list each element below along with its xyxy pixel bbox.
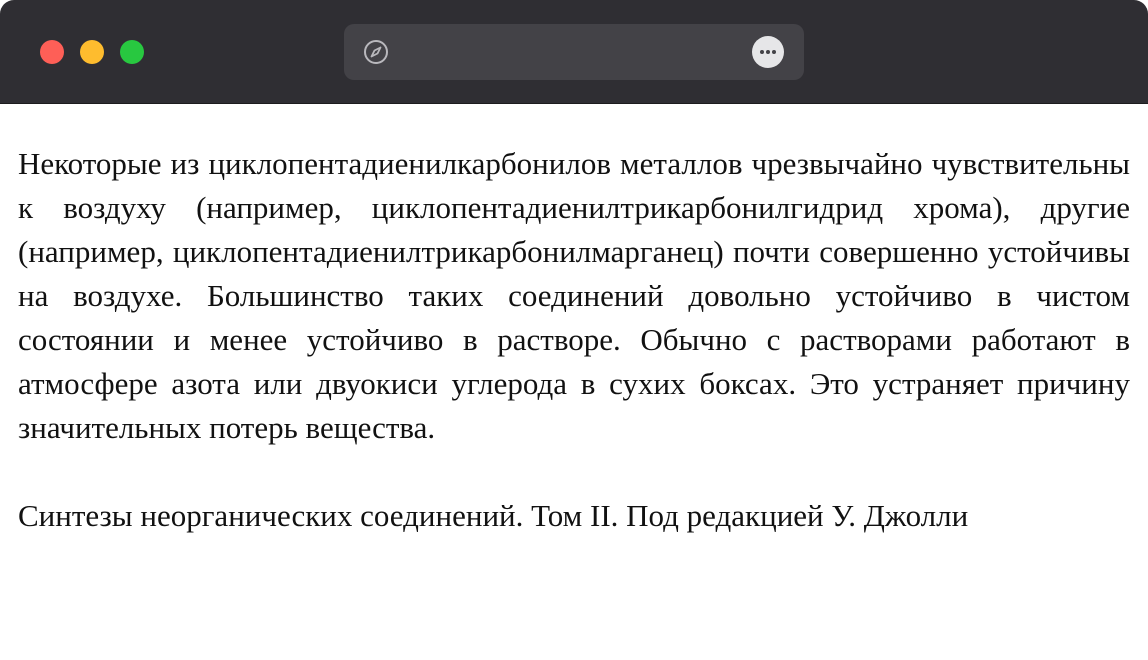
source-citation: Синтезы неорганических соединений. Том II. Под редакцией У. Джолли [18,498,969,533]
more-options-button[interactable] [752,36,784,68]
close-window-button[interactable] [40,40,64,64]
page-content [18,142,1130,538]
minimize-window-button[interactable] [80,40,104,64]
title-bar [0,0,1148,104]
address-bar[interactable] [344,24,804,80]
main-paragraph: Некоторые из циклопентадиенилкарбонилов металлов чрезвычайно чувствительны к воздуху (например, циклопентадиенилтрикарбонилгидрид хрома), другие (например, циклопентадиенилтрикарбонилмарганец) почти совершенно устойчивы на воздухе. Большинство таких соединений довольно устойчиво в чистом состоянии и менее устойчиво в растворе. Обычно с растворами работают в атмосфере азота или двуокиси углерода в сухих боксах. Это устраняет причину значительных потерь вещества. [18,146,1130,445]
zoom-window-button[interactable] [120,40,144,64]
compass-icon [362,38,390,66]
ellipsis-icon [760,50,764,54]
